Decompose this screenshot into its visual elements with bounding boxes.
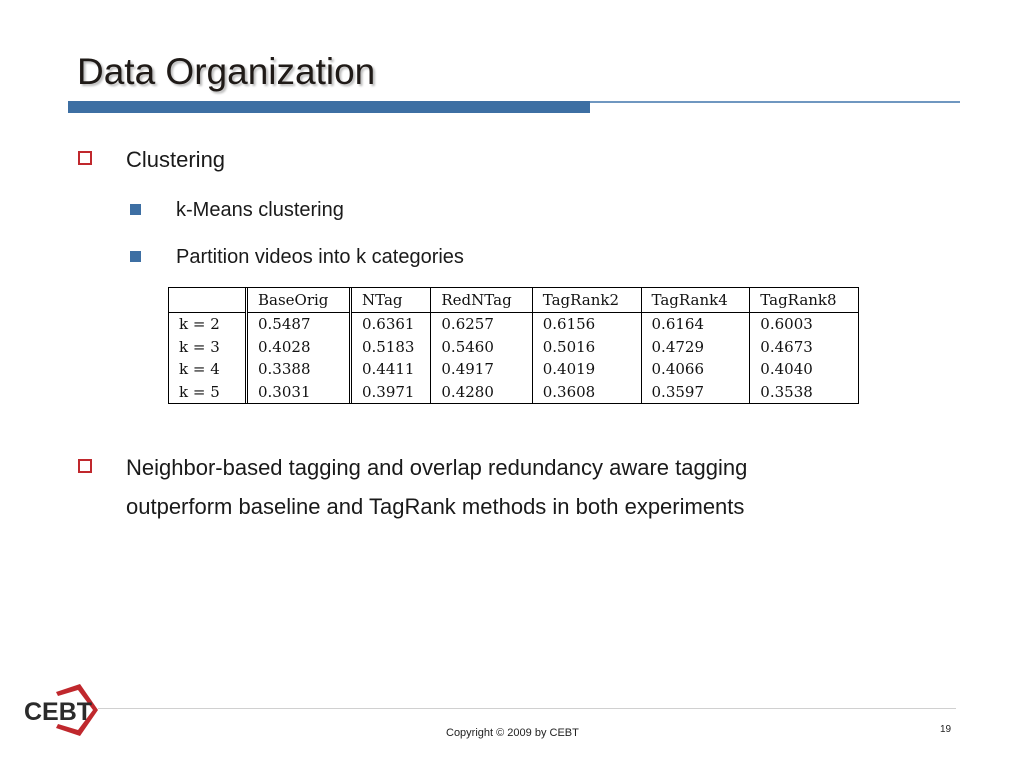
table-cell: 0.6257 <box>431 313 532 336</box>
hollow-square-bullet-icon <box>78 459 92 473</box>
table-cell: 0.4673 <box>760 337 813 356</box>
table-cell: 0.4040 <box>760 360 813 379</box>
results-table <box>168 287 859 404</box>
table-cell: 0.3608 <box>532 380 641 403</box>
table-cell: 0.6361 <box>350 313 430 336</box>
table-cell: 0.4280 <box>431 380 532 403</box>
table-row <box>169 336 858 358</box>
table-header-row <box>169 288 858 313</box>
table-cell: k = 2 <box>169 313 247 336</box>
table-cell: 0.5487 <box>247 313 351 336</box>
table-cell: 0.3971 <box>350 380 430 403</box>
table-cell: 0.5183 <box>350 336 430 358</box>
table-cell: 0.3031 <box>247 380 351 403</box>
bullet-conclusion-line-2: outperform baseline and TagRank methods in both experiments <box>126 494 745 519</box>
header-cell-ntag: NTag <box>350 288 430 313</box>
header-cell-redntag: RedNTag <box>431 288 532 313</box>
bullet-conclusion-line-1: Neighbor-based tagging and overlap redundancy aware tagging <box>126 455 748 480</box>
sub-bullet-partition: Partition videos into k categories <box>176 246 464 268</box>
table-cell: 0.3538 <box>760 382 813 401</box>
table-cell: 0.6156 <box>532 313 641 336</box>
hollow-square-bullet-icon <box>78 151 92 165</box>
table-cell: k = 5 <box>169 380 247 403</box>
table-cell: 0.4917 <box>431 358 532 380</box>
table-cell: 0.4411 <box>350 358 430 380</box>
table-cell: 0.4729 <box>641 336 750 358</box>
table-row <box>169 358 858 380</box>
page-number: 19 <box>940 724 952 735</box>
footer-divider <box>98 708 956 709</box>
table-row <box>169 313 858 336</box>
table-cell: k = 4 <box>169 358 247 380</box>
sub-bullet-kmeans: k-Means clustering <box>176 199 344 221</box>
table-cell: 0.4066 <box>641 358 750 380</box>
svg-text:CEBT: CEBT <box>24 698 93 726</box>
title-underline-thick <box>68 101 590 113</box>
table-cell: 0.5016 <box>532 336 641 358</box>
header-cell-k <box>169 288 247 313</box>
header-cell-tagrank2: TagRank2 <box>532 288 641 313</box>
table-cell: 0.4028 <box>247 336 351 358</box>
table-cell: 0.5460 <box>431 336 532 358</box>
header-cell-tagrank8: TagRank8 <box>750 288 858 313</box>
title-underline-thin <box>590 101 960 103</box>
copyright-text: Copyright © 2009 by CEBT <box>446 727 579 739</box>
filled-square-bullet-icon <box>130 204 141 215</box>
table-cell: 0.3597 <box>641 380 750 403</box>
table-cell: 0.4019 <box>532 358 641 380</box>
slide-title: Data Organization <box>77 51 376 92</box>
table-cell: 0.6003 <box>760 315 813 334</box>
header-cell-baseorig: BaseOrig <box>247 288 351 313</box>
header-cell-tagrank4: TagRank4 <box>641 288 750 313</box>
table-cell: 0.3388 <box>247 358 351 380</box>
table-cell: k = 3 <box>169 336 247 358</box>
filled-square-bullet-icon <box>130 251 141 262</box>
cebt-logo-icon <box>22 682 104 738</box>
table-cell: 0.6164 <box>641 313 750 336</box>
table-row <box>169 380 858 403</box>
bullet-clustering: Clustering <box>126 147 226 172</box>
